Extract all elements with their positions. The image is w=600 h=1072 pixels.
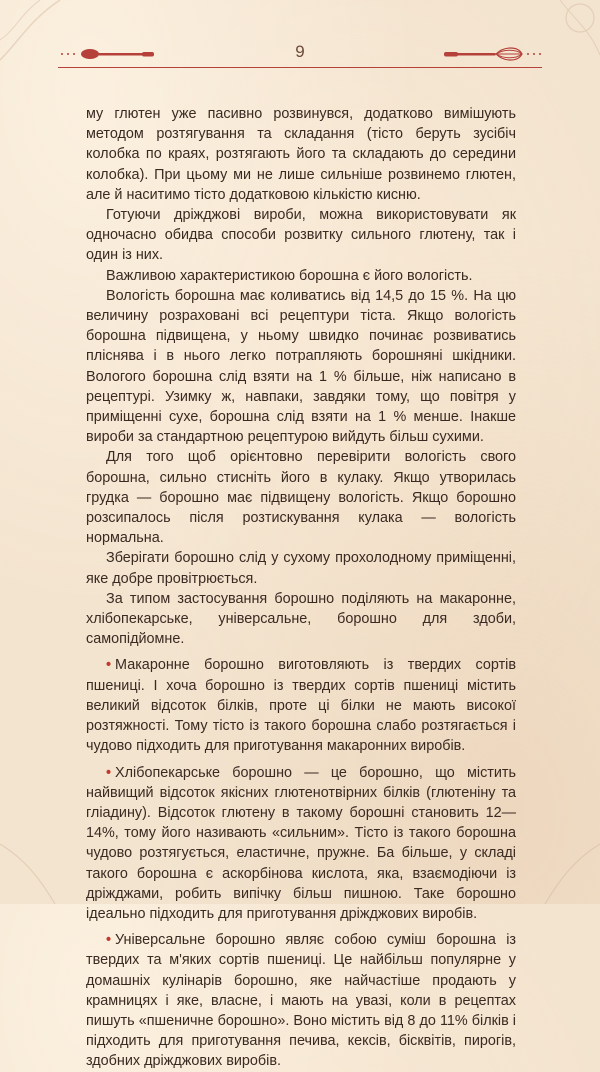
bullet-text: Макаронне борошно виготовляють із твердих сортів пшениці. І хоча борошно із твердих сортів пшениці містить великий відсоток білків, проте ці білки не мають високої розтяжності. Тому тісто із такого борошна слабо розтягається і чудово підходить для приготування макаронних виробів. [86, 657, 516, 755]
paragraph: Вологість борошна має коливатись від 14,5 до 15 %. На цю величину розраховані всі рецептури тіста. Якщо вологість борошна підвищена, у ньому швидко починає розвиватись пліснява і в нього легко потрапляють борошняні шкідники. Вологого борошна слід взяти на 1 % більше, ніж написано в рецептурі. Узимку ж, навпаки, завдяки тому, що повітря у приміщенні сухе, борошна слід взяти на 1 % менше. Інакше вироби за стандартною рецептурою вийдуть більш сухими. [86, 287, 516, 446]
bullet-marker: • [106, 764, 112, 781]
page-header [58, 38, 542, 68]
bullet-item [86, 930, 516, 1071]
corner-flourish-bottom-left [0, 824, 80, 904]
bullet-item [86, 655, 516, 756]
bullet-marker: • [106, 657, 112, 674]
paragraph: За типом застосування борошно поділяють на макаронне, хлібопекарське, універсальне, борошно для здоби, самопідйомне. [86, 590, 516, 648]
corner-flourish-bottom-right [520, 824, 600, 904]
paragraph: Для того щоб орієнтовно перевірити вологість свого борошна, сильно стисніть його в кулаку. Якщо утворилась грудка — борошно має підвищену вологість. Якщо борошно розсипалось після розтискування кулака — вологість нормальна. [86, 449, 516, 547]
paragraph: Готуючи дріжджові вироби, можна використовувати як одночасно обидва способи розвитку сильного глютену, так і один із них. [86, 207, 516, 264]
bullet-text: Хлібопекарське борошно — це борошно, що містить найвищий відсоток якісних глютенотвірних білків (глютеніну та гліадину). Відсоток глютену в такому борошні становить 12—14%, тому його називають «сильним». Тісто із такого борошна чудово розтягується, еластичне, пружне. Ба більше, у складі такого борошна є аскорбінова кислота, яка, взаємодіючи із дріжджами, робить випічку більш пишною. Таке борошно ідеально підходить для приготування дріжджових виробів. [86, 764, 516, 922]
paragraph: Зберігати борошно слід у сухому прохолодному приміщенні, яке добре провітрюється. [86, 550, 516, 587]
page-body [86, 104, 516, 1072]
page-number: 9 [295, 42, 305, 61]
paragraph: Важливою характеристикою борошна є його вологість. [106, 267, 473, 284]
bullet-item [86, 763, 516, 925]
paragraph: му глютен уже пасивно розвинувся, додатково вимішують методом розтягування та складання (тісто беруть зусібіч колобка по краях, розтягають його та складають до середини колобка). При цьому ми не лише сильніше розвинемо глютен, але й наситимо тісто додатковою кількістю кисню. [86, 106, 516, 203]
whisk-icon [442, 45, 542, 63]
bullet-text: Універсальне борошно являє собою суміш борошна із твердих та м'яких сортів пшениці. Це найбільш популярне у домашніх кулінарів борошно, яке найчастіше продають у крамницях і яке, власне, і мають на увазі, коли в рецептах пишуть «пшеничне борошно». Воно містить від 8 до 11% білків і підходить для приготування печива, кексів, бісквітів, пирогів, здобних дріжджових виробів. [86, 932, 516, 1070]
bullet-marker: • [106, 932, 112, 949]
header-divider [58, 67, 542, 68]
